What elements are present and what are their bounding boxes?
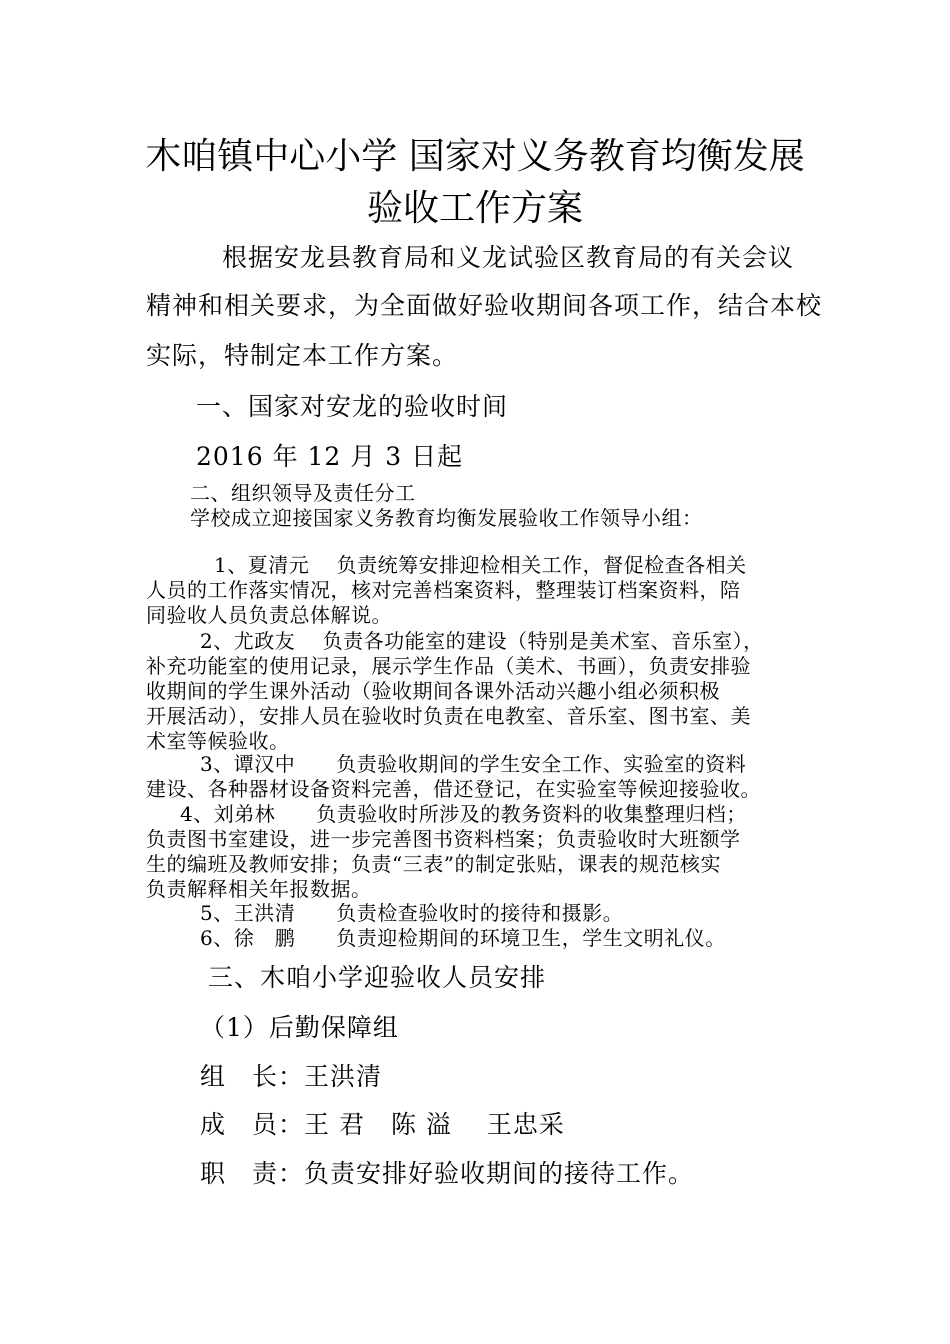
group-members-row [200,1105,565,1141]
duty-line: 负责图书室建设，进一步完善图书资料档案；负责验收时大班额学 [146,827,741,851]
duty-line: 5、王洪清 负责检查验收时的接待和摄影。 [200,901,624,925]
duty-line: 3、谭汉中 负责验收期间的学生安全工作、实验室的资料 [200,752,747,776]
duty-line: 收期间的学生课外活动（验收期间各课外活动兴趣小组必须积极 [146,679,720,703]
section-2-heading: 二、组织领导及责任分工 [190,481,416,505]
section-1-heading: 一、国家对安龙的验收时间 [196,392,509,421]
duty-line: 建设、各种器材设备资料完善，借还登记，在实验室等候迎接验收。 [146,777,761,801]
section-3-heading: 三、木咱小学迎验收人员安排 [208,963,547,992]
document-title-line-2: 验收工作方案 [366,188,583,229]
group-members-label: 成 员： [200,1110,305,1139]
group-title: （1）后勤保障组 [200,1013,399,1042]
group-leader-label: 组 长： [200,1062,305,1091]
intro-line-3: 实际，特制定本工作方案。 [146,341,459,370]
intro-line-2: 精神和相关要求，为全面做好验收期间各项工作，结合本校 [146,291,823,320]
duty-line: 1、夏清元 负责统筹安排迎检相关工作，督促检查各相关 [214,553,747,577]
document-title-line-1: 木咱镇中心小学 国家对义务教育均衡发展 [145,136,805,177]
group-duty-label: 职 责： [200,1159,305,1188]
duty-line: 人员的工作落实情况，核对完善档案资料，整理装订档案资料，陪 [146,578,741,602]
duty-line: 6、徐 鹏 负责迎检期间的环境卫生，学生文明礼仪。 [200,926,726,950]
duty-line: 补充功能室的使用记录，展示学生作品（美术、书画），负责安排验 [146,654,751,678]
intro-line-1: 根据安龙县教育局和义龙试验区教育局的有关会议 [222,243,795,272]
group-leader-row [200,1057,382,1093]
duty-line: 负责解释相关年报数据。 [146,877,372,901]
duty-line: 术室等候验收。 [146,729,290,753]
group-duty-row [200,1154,694,1190]
duty-line: 4、刘弟林 负责验收时所涉及的教务资料的收集整理归档； [180,802,747,826]
group-members-names: 王 君 陈 溢 王忠采 [304,1110,565,1139]
duty-line: 2、尤政友 负责各功能室的建设（特别是美术室、音乐室）， [200,629,764,653]
duty-line: 生的编班及教师安排；负责“三表”的制定张贴，课表的规范核实 [146,852,721,876]
duty-line: 同验收人员负责总体解说。 [146,603,392,627]
section-1-date: 2016 年 12 月 3 日起 [196,442,464,471]
duty-line: 开展活动），安排人员在验收时负责在电教室、音乐室、图书室、美 [146,704,751,728]
group-leader-name: 王洪清 [304,1062,383,1091]
section-2-lead: 学校成立迎接国家义务教育均衡发展验收工作领导小组： [190,506,703,530]
group-duty-text: 负责安排好验收期间的接待工作。 [304,1159,695,1188]
